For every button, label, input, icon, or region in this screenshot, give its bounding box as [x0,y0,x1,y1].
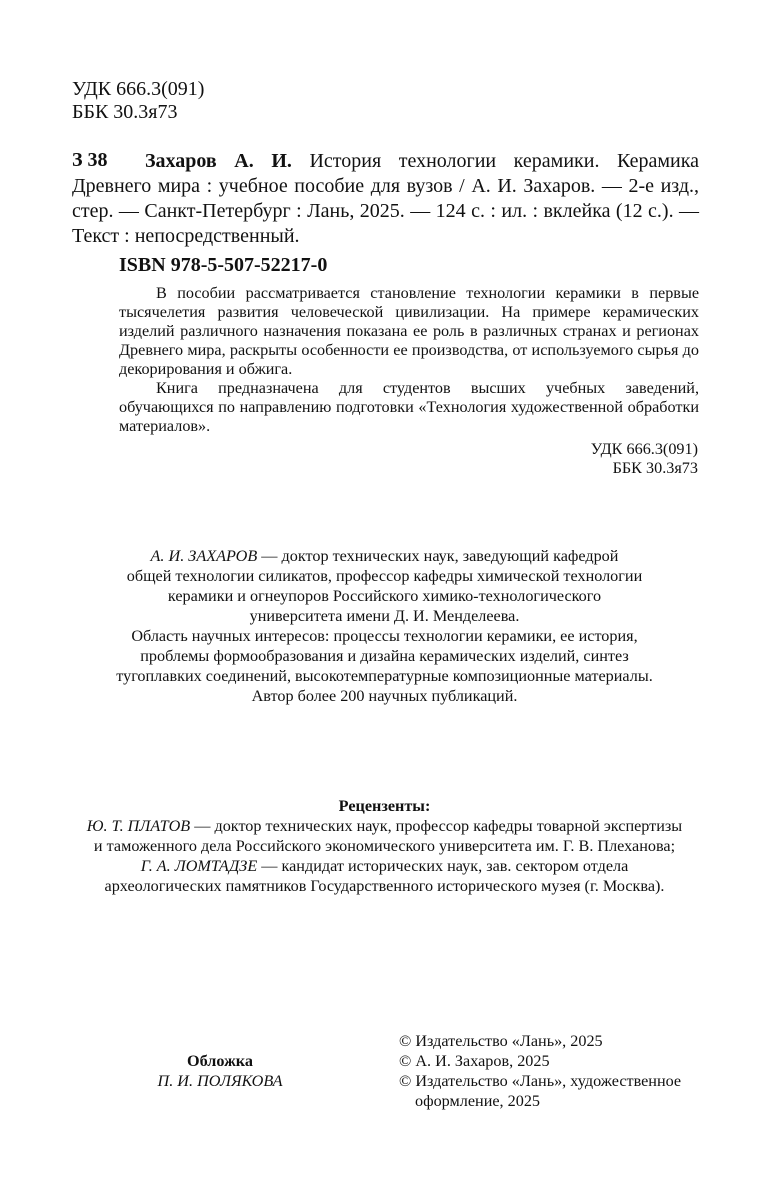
udk-code: УДК 666.3(091) [72,78,205,100]
reviewer-1-line-1: Ю. Т. ПЛАТОВ — доктор технических наук, профессор кафедры товарной экспертизы [86,817,683,835]
author-sign: З 38 [72,149,108,171]
reviewers-heading: Рецензенты: [338,797,431,815]
reviewers-section [60,796,709,896]
abstract-paragraph-1: В пособии рассматривается становление технологии керамики в первые тысячелетия развития человеческой цивилизации. На примере керамических изделий различного назначения показана ее роль в различных странах и регионах Древнего мира, раскрыты особенности ее производства, от используемого сырья до декорирования и обжига. [119,284,699,378]
author-bio-line: А. И. ЗАХАРОВ — доктор технических наук, заведующий кафедрой [150,547,619,565]
udk-bbk-footer [591,440,698,478]
reviewer-2-line-1: Г. А. ЛОМТАДЗЕ — кандидат исторических наук, зав. сектором отдела [140,857,629,875]
bbk-code-right: ББК 30.3я73 [612,459,698,477]
reviewer-2-line-2: археологических памятников Государственного исторического музея (г. Москва). [104,877,665,895]
biblio-author: Захаров А. И. [145,150,292,172]
udk-bbk-header [72,78,204,124]
copyright-line: © А. И. Захаров, 2025 [399,1052,550,1070]
author-bio-line: тугоплавких соединений, высокотемпературные композиционные материалы. [116,667,653,685]
author-bio-line: университета имени Д. И. Менделеева. [249,607,520,625]
abstract-paragraph-2: Книга предназначена для студентов высших учебных заведений, обучающихся по направлению подготовки «Технология художественной обработки материалов». [119,379,699,435]
copyright-line: оформление, 2025 [415,1092,541,1110]
reviewer-1-line-2: и таможенного дела Российского экономического университета им. Г. В. Плеханова; [93,837,676,855]
biblio-description: История технологии керамики. Керамика Древнего мира : учебное пособие для вузов / А. И. Захаров. — 2-е изд., стер. — Санкт-Петербург : Лань, 2025. — 124 с. : ил. : вклейка (12 с.). — Текст : непосредственный. [72,150,699,247]
author-bio-line: Автор более 200 научных публикаций. [251,687,518,705]
copyright-line: © Издательство «Лань», 2025 [399,1032,603,1050]
udk-code-right: УДК 666.3(091) [590,440,698,458]
cover-credit [120,1051,320,1091]
bbk-code: ББК 30.3я73 [72,101,178,123]
author-bio-line: общей технологии силикатов, профессор кафедры химической технологии [126,567,643,585]
abstract [119,284,699,436]
cover-heading: Обложка [187,1052,253,1070]
author-bio-line: Область научных интересов: процессы технологии керамики, ее история, [131,627,638,645]
cover-designer: П. И. ПОЛЯКОВА [157,1072,283,1090]
reviewer-1-name: Ю. Т. ПЛАТОВ [86,817,191,835]
copyright-line: © Издательство «Лань», художественное [399,1072,682,1090]
author-name: А. И. ЗАХАРОВ [150,547,258,565]
isbn: ISBN 978-5-507-52217-0 [119,254,328,276]
author-biography [90,546,679,706]
author-bio-line: керамики и огнеупоров Российского химико-технологического [167,587,602,605]
copyright-block [399,1031,681,1111]
bibliographic-record [72,149,699,249]
reviewer-2-name: Г. А. ЛОМТАДЗЕ [140,857,258,875]
author-bio-line: проблемы формообразования и дизайна керамических изделий, синтез [140,647,629,665]
